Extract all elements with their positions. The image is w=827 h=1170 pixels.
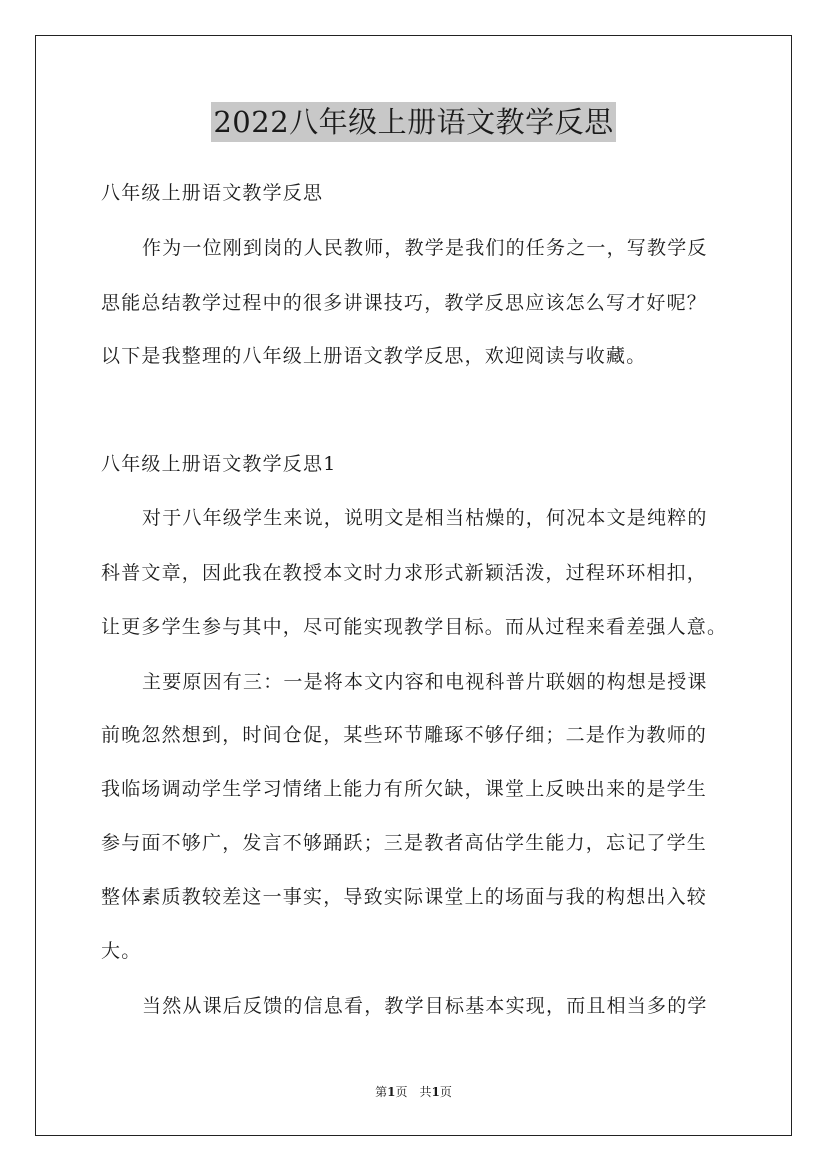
section-heading: 八年级上册语文教学反思1 [101,453,337,475]
footer-page-prefix: 第 [375,1085,388,1099]
paragraph-line: 参与面不够广，发言不够踊跃；三是教者高估学生能力，忘记了学生 [101,832,708,854]
title-container [0,102,827,142]
paragraph-line: 思能总结教学过程中的很多讲课技巧，教学反思应该怎么写才好呢？ [101,292,708,314]
footer-page-number: 1 [387,1085,396,1099]
paragraph-line: 主要原因有三：一是将本文内容和电视科普片联姻的构想是授课 [142,671,708,693]
paragraph-line: 前晚忽然想到，时间仓促，某些环节雕琢不够仔细；二是作为教师的 [101,724,708,746]
paragraph-line: 让更多学生参与其中，尽可能实现教学目标。而从过程来看差强人意。 [101,616,728,638]
paragraph-line: 我临场调动学生学习情绪上能力有所欠缺，课堂上反映出来的是学生 [101,778,708,800]
footer-page-mid: 页 共 [395,1085,432,1099]
footer-total-pages: 1 [431,1085,440,1099]
paragraph-line: 大。 [101,940,142,962]
paragraph-line: 作为一位刚到岗的人民教师，教学是我们的任务之一，写教学反 [142,237,708,259]
paragraph-line: 当然从课后反馈的信息看，教学目标基本实现，而且相当多的学 [142,995,708,1017]
page-footer [0,1084,827,1100]
paragraph-line: 对于八年级学生来说，说明文是相当枯燥的，何况本文是纯粹的 [142,507,708,529]
paragraph-line: 科普文章，因此我在教授本文时力求形式新颖活泼，过程环环相扣， [101,562,708,584]
paragraph-line: 以下是我整理的八年级上册语文教学反思，欢迎阅读与收藏。 [101,345,647,367]
footer-page-suffix: 页 [439,1085,452,1099]
section-heading: 八年级上册语文教学反思 [101,182,324,204]
paragraph-line: 整体素质教较差这一事实，导致实际课堂上的场面与我的构想出入较 [101,886,708,908]
document-title: 2022八年级上册语文教学反思 [211,102,615,142]
